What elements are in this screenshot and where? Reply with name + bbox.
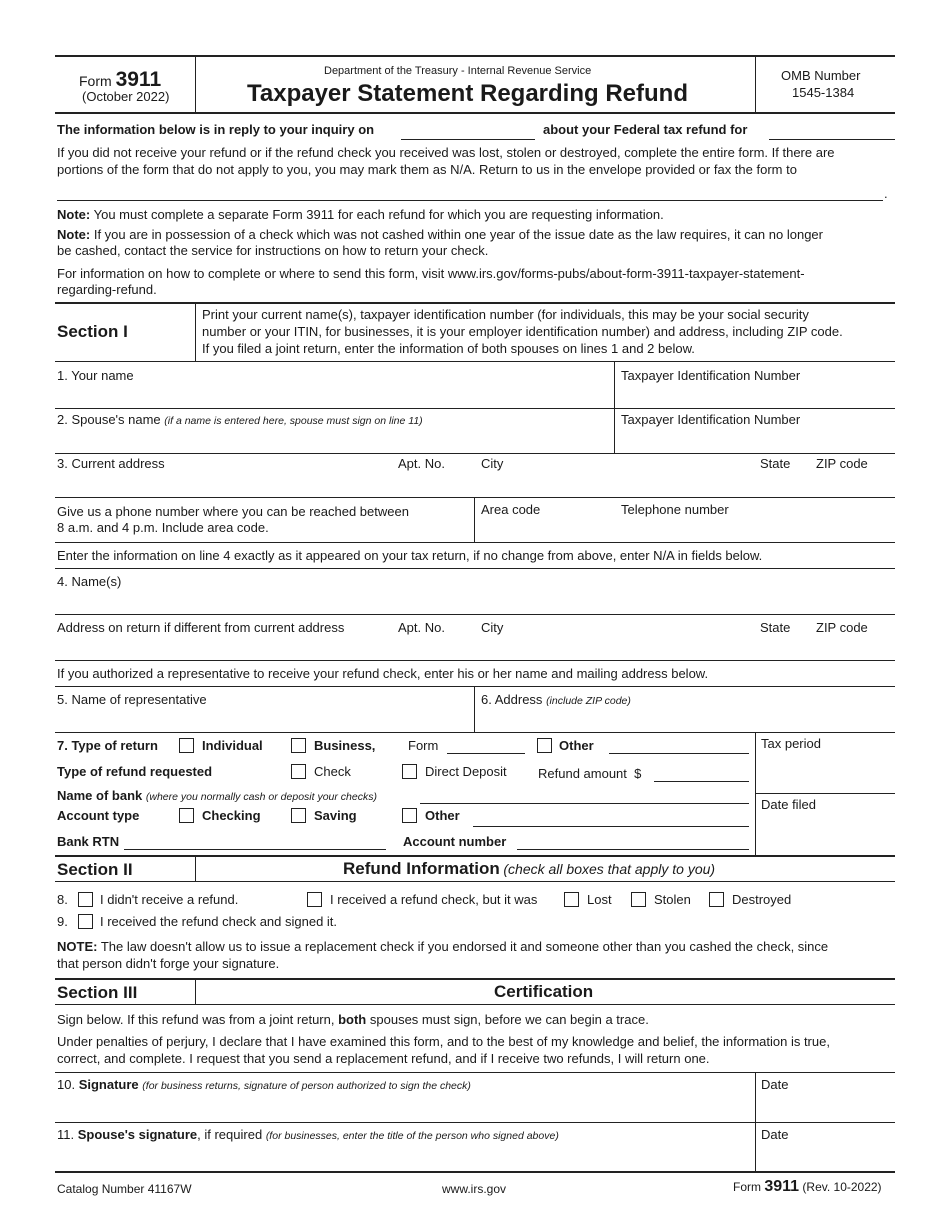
section3-top-rule <box>55 978 895 980</box>
footer-website: www.irs.gov <box>442 1182 507 1196</box>
other-account-checkbox[interactable] <box>402 808 417 823</box>
direct-deposit-label: Direct Deposit <box>425 764 507 779</box>
checking-checkbox[interactable] <box>179 808 194 823</box>
inquiry-prefix: The information below is in reply to your inquiry on <box>57 122 375 137</box>
account-type-label: Account type <box>57 808 140 823</box>
section3-title-bottom-rule <box>55 1004 895 1005</box>
other-return-field[interactable] <box>609 753 749 754</box>
section2-note-line1: NOTE: The law doesn't allow us to issue a replacement check if you endorsed it and someone other than you cashed the check, since <box>57 939 829 954</box>
info-line2: regarding-refund. <box>57 282 157 297</box>
line2-divider <box>614 409 615 453</box>
spouse-signature-date-field[interactable] <box>760 1144 894 1169</box>
section1-title: Section I <box>57 322 128 341</box>
address-on-return-label: Address on return if different from current address <box>57 620 345 635</box>
account-number-label: Account number <box>403 834 507 849</box>
section2-title: Section II <box>57 860 133 879</box>
address-on-return-field[interactable] <box>56 638 894 658</box>
top-rule <box>55 55 895 57</box>
section2-note-line2: that person didn't forge your signature. <box>57 956 280 971</box>
bank-name-label: Name of bank (where you normally cash or deposit your checks) <box>57 788 377 803</box>
direct-deposit-checkbox[interactable] <box>402 764 417 779</box>
line3-bottom-rule <box>55 497 895 498</box>
signature-date-label: Date <box>761 1077 789 1092</box>
other-account-label: Other <box>425 808 460 823</box>
didnt-receive-checkbox[interactable] <box>78 892 93 907</box>
state2-label: State <box>760 620 791 635</box>
section1-top-rule <box>55 302 895 304</box>
inquiry-mid: about your Federal tax refund for <box>543 122 748 137</box>
section1-desc-bottom-rule <box>55 361 895 362</box>
refund-amount-field[interactable] <box>654 781 749 782</box>
tin2-field[interactable] <box>620 430 894 452</box>
tin1-label: Taxpayer Identification Number <box>621 368 801 383</box>
fax-number-field[interactable] <box>57 200 883 201</box>
address-return-bottom-rule <box>55 660 895 661</box>
line4-bottom-rule <box>55 614 895 615</box>
header-divider-left <box>195 56 196 112</box>
bank-rtn-field[interactable] <box>124 849 386 850</box>
catalog-number: Catalog Number 41167W <box>57 1182 192 1196</box>
signed-check-label: I received the refund check and signed it. <box>100 914 338 929</box>
received-check-label: I received a refund check, but it was <box>330 892 538 907</box>
spouse-signature-label: 11. Spouse's signature, if required (for businesses, enter the title of the person who signed above) <box>57 1127 559 1142</box>
rep-address-label: 6. Address (include ZIP code) <box>481 692 631 707</box>
header-bottom-rule <box>55 112 895 114</box>
rep-instr-rule <box>55 686 895 687</box>
destroyed-checkbox[interactable] <box>709 892 724 907</box>
names-label: 4. Name(s) <box>57 574 122 589</box>
spouse-signature-field[interactable] <box>56 1144 752 1169</box>
line2-bottom-rule <box>55 453 895 454</box>
info-line1: For information on how to complete or where to send this form, visit www.irs.gov/forms-pubs/about-form-3911-taxpayer-statement- <box>57 266 805 281</box>
section3-title: Section III <box>57 983 138 1002</box>
names-field[interactable] <box>56 592 894 612</box>
section2-title-divider <box>195 856 196 882</box>
rep-divider <box>474 687 475 732</box>
perjury-line1: Under penalties of perjury, I declare that I have examined this form, and to the best of my knowledge and belief, the information is true, <box>57 1034 830 1049</box>
section3-title-divider <box>195 979 196 1005</box>
refund-type-label: Type of refund requested <box>57 764 213 779</box>
footer-form-id: Form 3911 (Rev. 10-2022) <box>733 1178 882 1195</box>
current-address-label: 3. Current address <box>57 456 165 471</box>
signed-check-checkbox[interactable] <box>78 914 93 929</box>
stolen-checkbox[interactable] <box>631 892 646 907</box>
tin1-field[interactable] <box>620 384 894 406</box>
check-checkbox[interactable] <box>291 764 306 779</box>
rep-bottom-rule <box>55 732 895 733</box>
intro-paragraph-line2: portions of the form that do not apply to you, you may mark them as N/A. Return to us in the envelope provided or fax the form to <box>57 162 797 177</box>
header-divider-right <box>755 56 756 112</box>
section2-title-bottom-rule <box>55 881 895 882</box>
line1-bottom-rule <box>55 408 895 409</box>
type-of-return-label: 7. Type of return <box>57 738 158 753</box>
apt-label: Apt. No. <box>398 456 445 471</box>
phone-bottom-rule <box>55 542 895 543</box>
spouse-name-label: 2. Spouse's name (if a name is entered here, spouse must sign on line 11) <box>57 412 423 427</box>
agency-name: Department of the Treasury - Internal Revenue Service <box>324 65 592 77</box>
tin2-label: Taxpayer Identification Number <box>621 412 801 427</box>
other-return-label: Other <box>559 738 594 753</box>
section1-title-divider <box>195 303 196 361</box>
phone-label-line2: 8 a.m. and 4 p.m. Include area code. <box>57 520 269 535</box>
tax-period-rule <box>756 793 895 794</box>
city2-label: City <box>481 620 504 635</box>
section1-desc-line1: Print your current name(s), taxpayer identification number (for individuals, this may be your social security <box>202 307 809 322</box>
business-label: Business, <box>314 738 376 753</box>
form-label: Form 3911 <box>79 68 162 91</box>
checking-label: Checking <box>202 808 261 823</box>
perjury-line2: correct, and complete. I request that you send a replacement refund, and if I receive two refunds, I will return one. <box>57 1051 710 1066</box>
state-label: State <box>760 456 791 471</box>
lost-checkbox[interactable] <box>564 892 579 907</box>
note2-line2: be cashed, contact the service for instructions on how to return your check. <box>57 243 489 258</box>
tax-period-label: Tax period <box>761 736 821 751</box>
refund-amount-label: Refund amount $ <box>538 766 642 781</box>
omb-label: OMB Number <box>781 68 861 83</box>
form-type-field[interactable] <box>447 753 525 754</box>
account-number-field[interactable] <box>517 849 749 850</box>
line1-divider <box>614 362 615 408</box>
telephone-label: Telephone number <box>621 502 729 517</box>
saving-checkbox[interactable] <box>291 808 306 823</box>
spouse-signature-date-label: Date <box>761 1127 789 1142</box>
apt2-label: Apt. No. <box>398 620 445 635</box>
zip2-label: ZIP code <box>816 620 868 635</box>
representative-name-field[interactable] <box>56 710 470 730</box>
signature-top-rule <box>55 1072 895 1073</box>
lost-label: Lost <box>587 892 612 907</box>
section1-desc-line2: number or your ITIN, for businesses, it is your employer identification number) and address, including ZIP code. <box>202 324 843 339</box>
phone-label-line1: Give us a phone number where you can be reached between <box>57 504 409 519</box>
business-checkbox[interactable] <box>291 738 306 753</box>
other-account-field[interactable] <box>473 826 749 827</box>
bank-name-field[interactable] <box>420 803 749 804</box>
fax-period: . <box>884 186 888 201</box>
signature-bottom-rule <box>55 1122 895 1123</box>
representative-name-label: 5. Name of representative <box>57 692 207 707</box>
zip-label: ZIP code <box>816 456 868 471</box>
other-return-checkbox[interactable] <box>537 738 552 753</box>
your-name-label: 1. Your name <box>57 368 134 383</box>
omb-number: 1545-1384 <box>792 85 855 100</box>
didnt-receive-label: I didn't receive a refund. <box>100 892 239 907</box>
check-label: Check <box>314 764 351 779</box>
intro-paragraph-line1: If you did not receive your refund or if the refund check you received was lost, stolen or destroyed, complete the entire form. If there are <box>57 145 835 160</box>
tax-refund-year-field[interactable] <box>769 139 895 140</box>
line9-number: 9. <box>57 914 68 929</box>
individual-label: Individual <box>202 738 263 753</box>
date-filed-label: Date filed <box>761 797 816 812</box>
current-address-field[interactable] <box>56 474 894 496</box>
bank-rtn-label: Bank RTN <box>57 834 120 849</box>
phone-divider <box>474 498 475 542</box>
stolen-label: Stolen <box>654 892 691 907</box>
form-label-type: Form <box>408 738 439 753</box>
sign-instructions: Sign below. If this refund was from a joint return, both spouses must sign, before we can begin a trace. <box>57 1012 649 1027</box>
note2-line1: Note: If you are in possession of a check which was not cashed within one year of the issue date as the law requires, it can no longer <box>57 227 823 242</box>
note1: Note: You must complete a separate Form 3911 for each refund for which you are requesting information. <box>57 207 664 222</box>
signature-field[interactable] <box>56 1094 752 1120</box>
signature-date-field[interactable] <box>760 1094 894 1120</box>
rep-address-field[interactable] <box>480 710 894 730</box>
spouse-name-field[interactable] <box>56 430 612 452</box>
tax-period-divider <box>755 733 756 855</box>
line4-instructions: Enter the information on line 4 exactly as it appeared on your tax return, if no change from above, enter N/A in fields below. <box>57 548 763 563</box>
destroyed-label: Destroyed <box>732 892 792 907</box>
city-label: City <box>481 456 504 471</box>
form-date: (October 2022) <box>82 89 170 104</box>
line4-instr-rule <box>55 568 895 569</box>
signature-label: 10. Signature (for business returns, signature of person authorized to sign the check) <box>57 1077 471 1092</box>
area-code-label: Area code <box>481 502 541 517</box>
form-title: Taxpayer Statement Regarding Refund <box>247 80 688 107</box>
representative-instructions: If you authorized a representative to receive your refund check, enter his or her name and mailing address below. <box>57 666 709 681</box>
section2-top-rule <box>55 855 895 857</box>
your-name-field[interactable] <box>56 384 612 406</box>
line8-number: 8. <box>57 892 68 907</box>
section3-heading: Certification <box>494 982 594 1001</box>
form-bottom-rule <box>55 1171 895 1173</box>
individual-checkbox[interactable] <box>179 738 194 753</box>
inquiry-date-field[interactable] <box>401 139 535 140</box>
received-check-checkbox[interactable] <box>307 892 322 907</box>
section2-heading: Refund Information (check all boxes that apply to you) <box>343 859 716 878</box>
saving-label: Saving <box>314 808 357 823</box>
phone-field[interactable] <box>480 518 894 540</box>
section1-desc-line3: If you filed a joint return, enter the information of both spouses on lines 1 and 2 below. <box>202 341 695 356</box>
